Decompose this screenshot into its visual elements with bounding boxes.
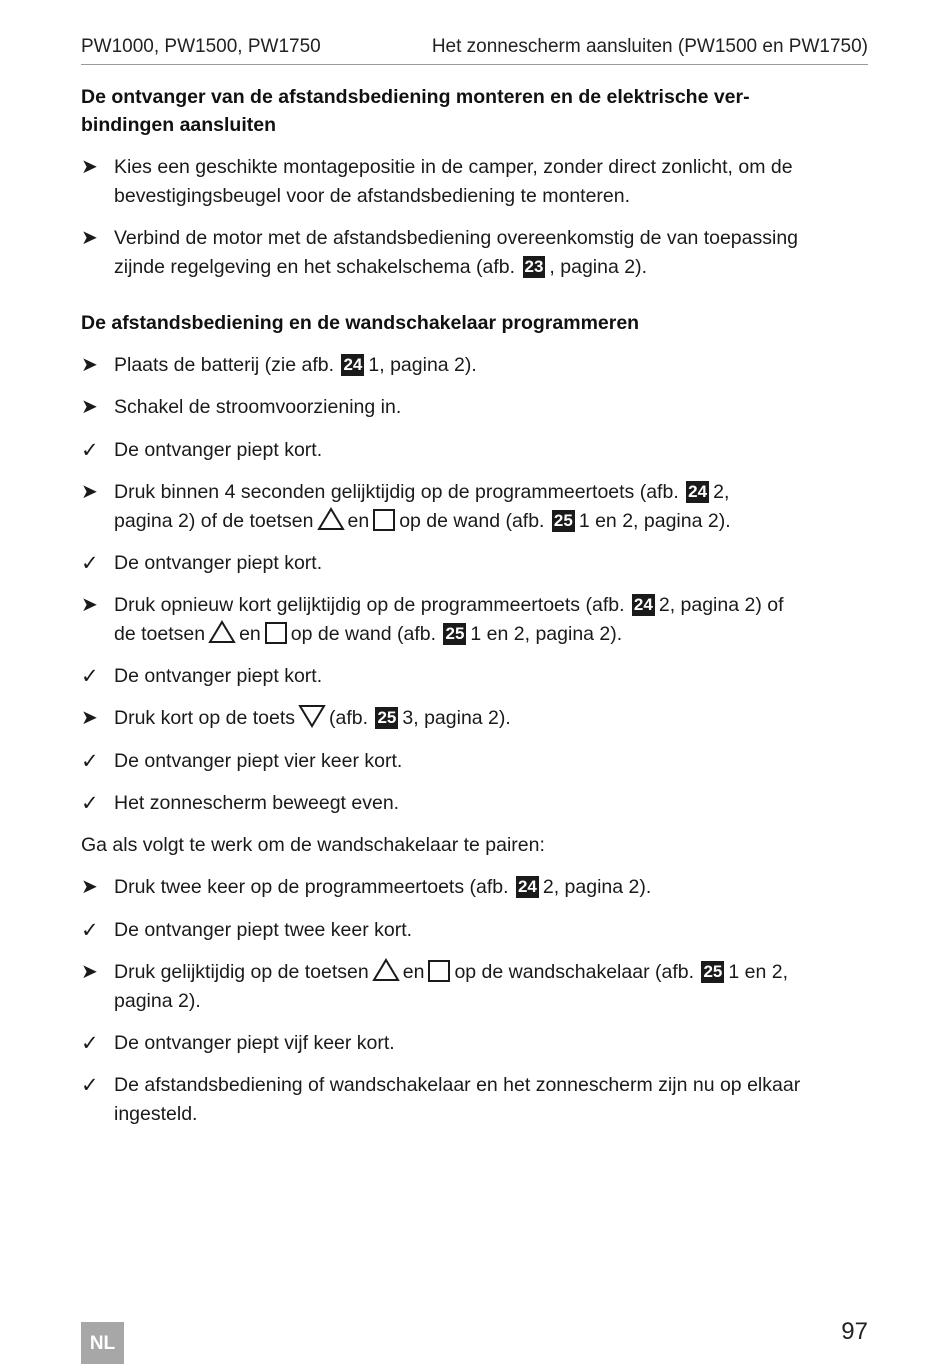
step-item — [81, 478, 868, 536]
result-text: De ontvanger piept kort. — [114, 665, 323, 687]
check-icon: ✓ — [81, 439, 99, 462]
step-item — [81, 393, 868, 422]
square-icon — [427, 960, 451, 982]
step-text: en — [347, 510, 370, 532]
check-icon: ✓ — [81, 665, 99, 688]
step-text: en — [239, 623, 261, 645]
heading-line-1: De ontvanger van de afstandsbediening monteren en de elektrische ver- — [81, 86, 750, 108]
result-item — [81, 789, 868, 818]
step-text: Druk gelijktijdig op de toetsen — [114, 961, 369, 983]
intro-text: Ga als volgt te werk om de wandschakelaar te pairen: — [81, 834, 545, 856]
result-text: De ontvanger piept vijf keer kort. — [114, 1032, 395, 1054]
result-item — [81, 436, 868, 465]
step-text: Plaats de batterij (zie afb. — [114, 354, 335, 376]
step-arrow-icon: ➤ — [81, 481, 98, 503]
step-item — [81, 351, 868, 380]
step-text: op de wand (afb. — [399, 510, 545, 532]
result-item — [81, 1029, 868, 1058]
check-icon: ✓ — [81, 792, 99, 815]
step-text: de toetsen — [114, 623, 206, 645]
step-text: op de wandschakelaar (afb. — [454, 961, 695, 983]
step-item — [81, 873, 868, 902]
check-icon: ✓ — [81, 552, 99, 575]
square-icon — [264, 622, 288, 644]
step-text: 3, pagina 2). — [402, 707, 511, 729]
check-icon: ✓ — [81, 750, 99, 773]
step-text: 1 en 2, pagina 2). — [578, 510, 731, 532]
step-text: op de wand (afb. — [290, 623, 437, 645]
result-item — [81, 662, 868, 691]
result-item — [81, 549, 868, 578]
step-arrow-icon: ➤ — [81, 156, 98, 178]
figure-badge: 24 — [517, 877, 537, 896]
figure-badge: 25 — [703, 962, 723, 981]
step-text: 2, pagina 2). — [542, 876, 652, 898]
result-text: Het zonnescherm beweegt even. — [114, 792, 400, 814]
step-text: , pagina 2). — [549, 256, 647, 278]
figure-badge: 24 — [633, 595, 653, 614]
figure-badge: 24 — [343, 355, 363, 374]
step-item — [81, 958, 868, 1016]
step-text: Schakel de stroomvoorziening in. — [114, 396, 402, 418]
figure-badge: 24 — [688, 482, 708, 501]
running-header — [81, 34, 868, 65]
triangle-up-icon — [317, 507, 345, 531]
language-tab: NL — [81, 1322, 124, 1364]
figure-badge: 25 — [377, 708, 397, 727]
step-text: Druk twee keer op de programmeertoets (afb. — [114, 876, 509, 898]
figure-badge: 23 — [524, 257, 544, 276]
step-text: pagina 2). — [114, 990, 201, 1012]
triangle-up-icon — [208, 620, 236, 644]
section-heading-mounting — [81, 83, 868, 139]
result-text: De ontvanger piept twee keer kort. — [114, 919, 413, 941]
header-models: PW1000, PW1500, PW1750 — [81, 36, 321, 57]
result-item — [81, 916, 868, 945]
heading-line-2: bindingen aansluiten — [81, 114, 277, 136]
step-text: bevestigingsbeugel voor de afstandsbediening te monteren. — [114, 185, 631, 207]
step-item — [81, 591, 868, 649]
result-text: De ontvanger piept vier keer kort. — [114, 750, 403, 772]
triangle-up-icon — [372, 958, 400, 982]
square-icon — [372, 509, 396, 531]
result-item — [81, 1071, 868, 1129]
step-text: en — [402, 961, 425, 983]
figure-badge: 25 — [445, 624, 465, 643]
step-text: 1 en 2, pagina 2). — [470, 623, 623, 645]
step-text: (afb. — [329, 707, 369, 729]
step-arrow-icon: ➤ — [81, 594, 98, 616]
result-text: De ontvanger piept kort. — [114, 439, 323, 461]
step-arrow-icon: ➤ — [81, 396, 98, 418]
step-text: Druk binnen 4 seconden gelijktijdig op de programmeertoets (afb. — [114, 481, 679, 503]
step-arrow-icon: ➤ — [81, 961, 98, 983]
step-text: Druk kort op de toets — [114, 707, 296, 729]
step-text: Kies een geschikte montagepositie in de camper, zonder direct zonlicht, om de — [114, 156, 793, 178]
step-item — [81, 704, 868, 733]
intro-paragraph — [81, 831, 868, 860]
step-text: Verbind de motor met de afstandsbediening overeenkomstig de van toepassing — [114, 227, 799, 249]
section-heading-programming: De afstandsbediening en de wandschakelaar programmeren — [81, 312, 640, 334]
step-arrow-icon: ➤ — [81, 707, 98, 729]
figure-badge: 25 — [553, 511, 573, 530]
header-chapter: Het zonnescherm aansluiten (PW1500 en PW1750) — [431, 36, 868, 57]
check-icon: ✓ — [81, 1074, 99, 1097]
step-arrow-icon: ➤ — [81, 876, 98, 898]
result-text: De afstandsbediening of wandschakelaar en het zonnescherm zijn nu op elkaar — [114, 1074, 801, 1096]
step-text: Druk opnieuw kort gelijktijdig op de programmeertoets (afb. — [114, 594, 625, 616]
step-text: 1, pagina 2). — [368, 354, 477, 376]
step-text: zijnde regelgeving en het schakelschema (afb. — [114, 256, 516, 278]
step-text: pagina 2) of de toetsen — [114, 510, 314, 532]
check-icon: ✓ — [81, 919, 99, 942]
result-text: De ontvanger piept kort. — [114, 552, 323, 574]
step-item — [81, 224, 868, 282]
step-item — [81, 153, 868, 211]
step-text: 2, pagina 2) of — [658, 594, 784, 616]
triangle-down-icon — [298, 704, 326, 728]
step-arrow-icon: ➤ — [81, 227, 98, 249]
page-number: 97 — [841, 1318, 868, 1345]
step-text: 1 en 2, — [728, 961, 788, 983]
step-text: 2, — [713, 481, 730, 503]
check-icon: ✓ — [81, 1032, 99, 1055]
result-text: ingesteld. — [114, 1103, 198, 1125]
step-arrow-icon: ➤ — [81, 354, 98, 376]
result-item — [81, 747, 868, 776]
